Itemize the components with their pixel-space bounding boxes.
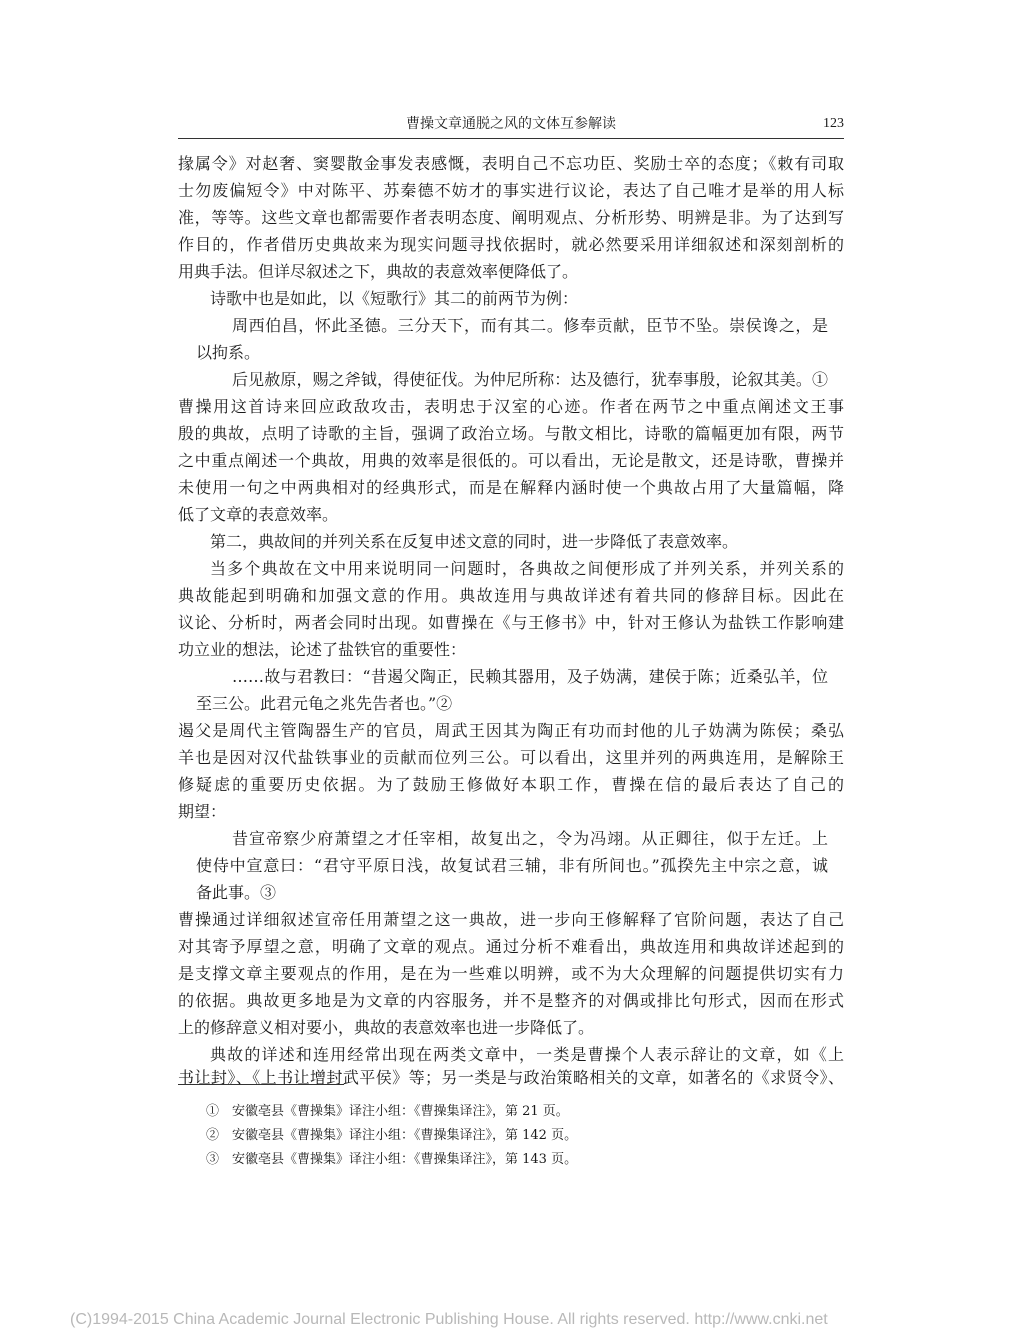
text-line: 期望：: [178, 802, 227, 821]
text-line: 修疑虑的重要历史依据。为了鼓励王修做好本职工作，曹操在信的最后表达了自己的: [178, 775, 844, 794]
text-line: 诗歌中也是如此，以《短歌行》其二的前两节为例：: [210, 289, 579, 308]
quote-line: 备此事。③: [196, 883, 277, 902]
text-line: 当多个典故在文中用来说明同一问题时，各典故之间便形成了并列关系，并列关系的: [210, 559, 844, 578]
text-line: 羊也是因对汉代盐铁事业的贡献而位列三公。可以看出，这里并列的两典连用，是解除王: [178, 748, 844, 767]
text-line: 典故的详述和连用经常出现在两类文章中，一类是曹操个人表示辞让的文章，如《上: [210, 1045, 844, 1064]
text-line: 曹操用这首诗来回应政敌攻击，表明忠于汉室的心迹。作者在两节之中重点阐述文王事: [178, 397, 844, 416]
quote-line: ……故与君教曰：“昔遏父陶正，民赖其器用，及子妫满，建侯于陈；近桑弘羊，位: [232, 667, 828, 686]
text-line: 士勿废偏短令》中对陈平、苏秦德不妨才的事实进行议论，表达了自己唯才是举的用人标: [178, 181, 844, 200]
running-header: [178, 116, 844, 139]
footnote: ③ 安徽亳县《曹操集》译注小组：《曹操集译注》，第 143 页。: [206, 1152, 578, 1167]
text-line: 曹操通过详细叙述宣帝任用萧望之这一典故，进一步向王修解释了官阶问题，表达了自己: [178, 910, 844, 929]
text-line: 是支撑文章主要观点的作用，是在为一些难以明辨，或不为大众理解的问题提供切实有力: [178, 964, 844, 983]
footnote: ② 安徽亳县《曹操集》译注小组：《曹操集译注》，第 142 页。: [206, 1128, 578, 1143]
text-line: 准，等等。这些文章也都需要作者表明态度、阐明观点、分析形势、明辨是非。为了达到写: [178, 208, 844, 227]
quote-line: 使侍中宣意曰：“君守平原日浅，故复试君三辅，非有所间也。”孤揆先主中宗之意，诚: [196, 856, 828, 875]
text-line: 未使用一句之中两典相对的经典形式，而是在解释内涵时使一个典故占用了大量篇幅，降: [178, 478, 844, 497]
text-line: 典故能起到明确和加强文意的作用。典故连用与典故详述有着共同的修辞目标。因此在: [178, 586, 844, 605]
text-line: 第二，典故间的并列关系在反复申述文意的同时，进一步降低了表意效率。: [210, 532, 739, 551]
text-line: 上的修辞意义相对要小，典故的表意效率也进一步降低了。: [178, 1018, 595, 1037]
page-number: 123: [823, 116, 844, 131]
text-line: 书让封》、《上书让增封武平侯》等；另一类是与政治策略相关的文章，如著名的《求贤令》、: [178, 1068, 844, 1087]
quote-line: 昔宣帝察少府萧望之才任宰相，故复出之，令为冯翊。从正卿往，似于左迁。上: [232, 829, 828, 848]
copyright-footer: (C)1994-2015 China Academic Journal Electronic Publishing House. All rights reserved. http://www.cnki.net: [70, 1311, 828, 1328]
text-line: 用典手法。但详尽叙述之下，典故的表意效率便降低了。: [178, 262, 579, 281]
running-header-title: 曹操文章通脱之风的文体互参解读: [406, 116, 616, 132]
text-line: 作目的，作者借历史典故来为现实问题寻找依据时，就必然要采用详细叙述和深刻剖析的: [178, 235, 844, 254]
quote-line: 以拘系。: [196, 343, 261, 362]
text-line: 掾属令》对赵奢、窦婴散金事发表感慨，表明自己不忘功臣、奖励士卒的态度；《敕有司取: [178, 154, 844, 173]
footnote: ① 安徽亳县《曹操集》译注小组：《曹操集译注》，第 21 页。: [206, 1104, 569, 1119]
footnote-separator: [178, 1084, 344, 1085]
text-line: 低了文章的表意效率。: [178, 505, 339, 524]
quote-line: 至三公。此君元龟之兆先告者也。”②: [196, 694, 453, 713]
text-line: 遏父是周代主管陶器生产的官员，周武王因其为陶正有功而封他的儿子妫满为陈侯；桑弘: [178, 721, 844, 740]
quote-line: 后见赦原，赐之斧钺，得使征伐。为仲尼所称：达及德行，犹奉事殷，论叙其美。①: [232, 370, 828, 389]
text-line: 之中重点阐述一个典故，用典的效率是很低的。可以看出，无论是散文，还是诗歌，曹操并: [178, 451, 844, 470]
text-line: 殷的典故，点明了诗歌的主旨，强调了政治立场。与散文相比，诗歌的篇幅更加有限，两节: [178, 424, 844, 443]
text-line: 的依据。典故更多地是为文章的内容服务，并不是整齐的对偶或排比句形式，因而在形式: [178, 991, 844, 1010]
quote-line: 周西伯昌，怀此圣德。三分天下，而有其二。修奉贡献，臣节不坠。崇侯谗之，是: [232, 316, 828, 335]
text-line: 功立业的想法，论述了盐铁官的重要性：: [178, 640, 467, 659]
text-line: 议论、分析时，两者会同时出现。如曹操在《与王修书》中，针对王修认为盐铁工作影响建: [178, 613, 844, 632]
text-line: 对其寄予厚望之意，明确了文章的观点。通过分析不难看出，典故连用和典故详述起到的: [178, 937, 844, 956]
